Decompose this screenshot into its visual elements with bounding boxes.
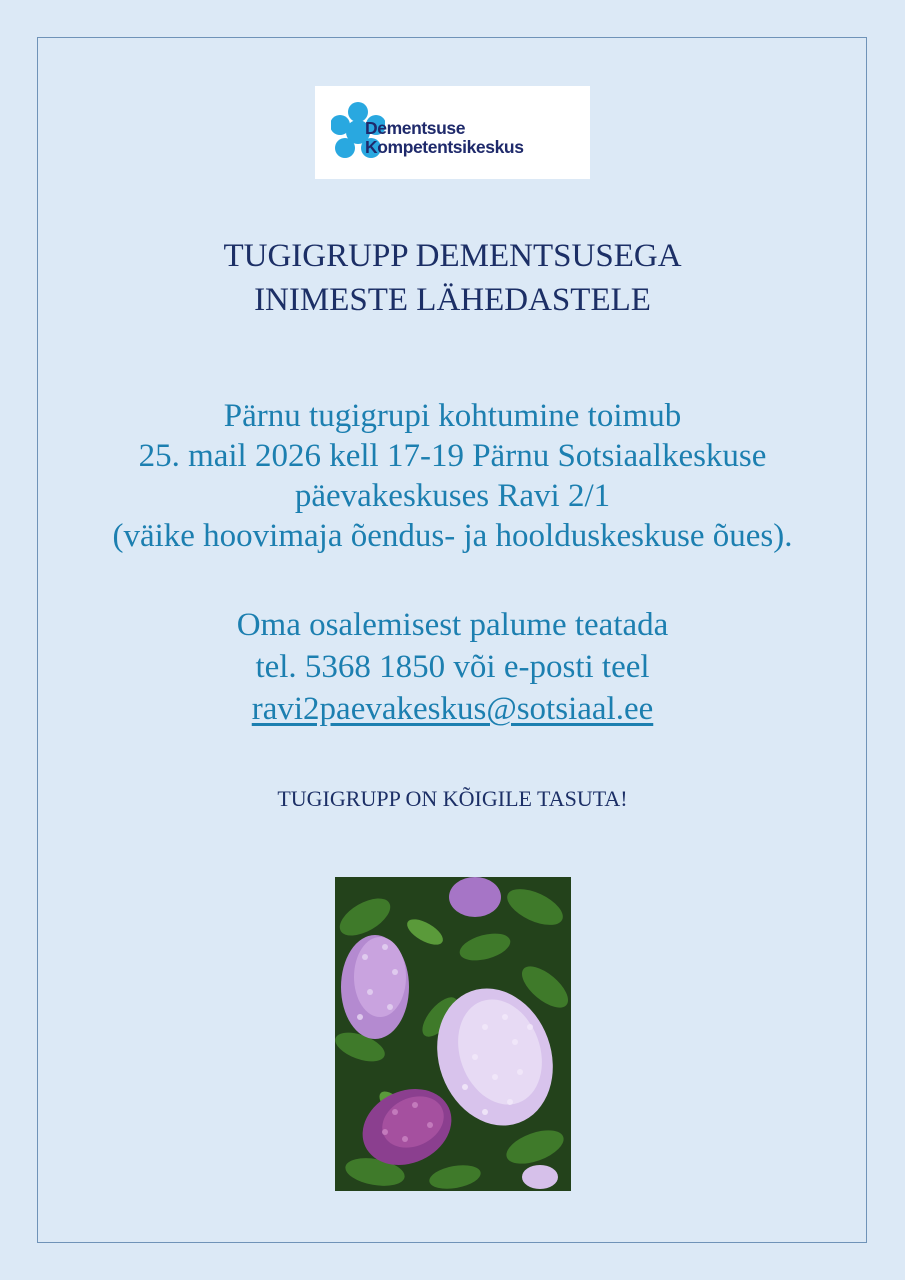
meeting-line-2: 25. mail 2026 kell 17-19 Pärnu Sotsiaalkeskuse	[138, 438, 767, 474]
logo-line-1: Dementsuse	[365, 118, 466, 138]
meeting-line-4: (väike hoovimaja õendus- ja hoolduskeskuse õues).	[112, 518, 793, 554]
email-link[interactable]: ravi2paevakeskus@sotsiaal.ee	[251, 691, 654, 727]
free-notice: TUGIGRUPP ON KÕIGILE TASUTA!	[277, 786, 628, 811]
lilac-illustration	[335, 877, 571, 1191]
title-line-1: TUGIGRUPP DEMENTSUSEGA	[223, 238, 682, 274]
page-title	[0, 234, 905, 322]
contact-line-2: tel. 5368 1850 või e-posti teel	[255, 649, 650, 685]
meeting-info	[0, 396, 905, 556]
meeting-line-1: Pärnu tugigrupi kohtumine toimub	[223, 398, 682, 434]
contact-info	[0, 604, 905, 730]
lilac-flowers-photo	[335, 877, 571, 1191]
logo-wordmark	[365, 119, 524, 157]
title-line-2: INIMESTE LÄHEDASTELE	[254, 282, 651, 318]
logo-line-2: Kompetentsikeskus	[365, 137, 524, 157]
contact-line-1: Oma osalemisest palume teatada	[236, 607, 669, 643]
organization-logo	[315, 86, 590, 179]
meeting-line-3: päevakeskuses Ravi 2/1	[294, 478, 611, 514]
